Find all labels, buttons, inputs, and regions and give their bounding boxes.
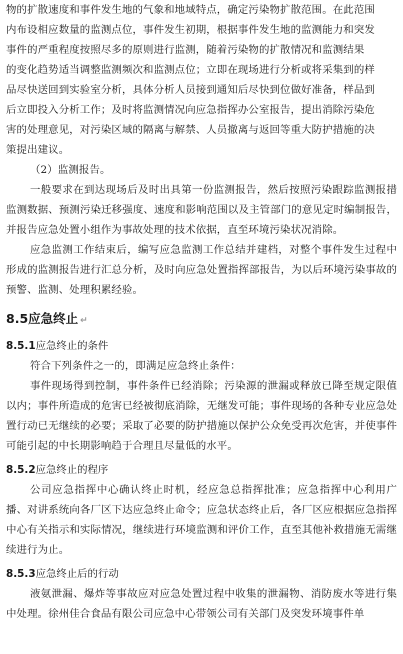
text-line: 物的扩散速度和事件发生地的气象和地域特点，确定污染物扩散范围。在此范围 <box>6 4 375 16</box>
text-line: 事件的严重程度按照尽多的原则进行监测，随着污染物的扩散情况和监测结果 <box>6 44 365 56</box>
subsection-title: 应急终止的条件 <box>35 340 109 352</box>
post-termination-paragraph: 液氨泄漏、爆炸等事故应对应急处置过程中收集的泄漏物、消防废水等进行集中处理。徐州佳合食品有限公司应急中心带领公司有关部门及突发环境事件单 <box>6 588 397 620</box>
section-heading-8-5 <box>6 308 397 332</box>
subsection-number: 8.5.2 <box>6 464 36 476</box>
subsection-heading-8-5-3 <box>6 564 397 584</box>
subsection-heading-8-5-1 <box>6 336 397 356</box>
monitoring-report-heading: （2）监测报告。 <box>30 164 111 176</box>
paragraph-mark-icon: ↵ <box>80 316 88 326</box>
subsection-title: 应急终止的程序 <box>35 464 109 476</box>
text-line: 内布设相应数量的监测点位，事件发生初期，根据事件发生地的监测能力和突发 <box>6 24 375 36</box>
text-line: 品尽快送回到实验室分析，具体分析人员接到通知后尽快到位做好准备，样品到 <box>6 84 375 96</box>
monitoring-report-paragraph: 一般要求在到达现场后及时出具第一份监测报告，然后按照污染跟踪监测报措监测数据、预测污染迁移强度、速度和影响范围以及主管部门的意见定时编制报告，并报告应急处置小组作为事故处理的技术依据，直至环境污染状况消除。 <box>6 184 397 236</box>
section-number: 8.5 <box>6 311 29 326</box>
subsection-number: 8.5.3 <box>6 568 36 580</box>
text-line: 后立即投入分析工作；及时将监测情况向应急指挥办公室报告，提出消除污染危 <box>6 104 375 116</box>
subsection-heading-8-5-2 <box>6 460 397 480</box>
termination-conditions-lead: 符合下列条件之一的，即满足应急终止条件： <box>30 360 241 372</box>
section-title: 应急终止 <box>28 311 79 326</box>
text-line: 策提出建议。 <box>6 144 70 156</box>
subsection-number: 8.5.1 <box>6 340 36 352</box>
subsection-title: 应急终止后的行动 <box>35 568 119 580</box>
monitoring-summary-paragraph: 应急监测工作结束后，编写应急监测工作总结并建档，对整个事件发生过程中形成的监测报告进行汇总分析，及时向应急处置指挥部报告，为以后环境污染事故的预警、监测、处理积累经验。 <box>6 244 397 296</box>
termination-conditions-paragraph: 事件现场得到控制，事件条件已经消除；污染源的泄漏或释放已降至规定限值以内；事件所造成的危害已经被彻底消除，无继发可能；事件现场的各种专业应急处置行动已无继续的必要；采取了必要的防护措施以保护公众免受再次危害，并使事件可能引起的中长期影响趋于合理且尽量低的水平。 <box>6 380 397 452</box>
text-line: 害的处理意见，对污染区域的隔离与解禁、人员撤离与返回等重大防护措施的决 <box>6 124 375 136</box>
intro-paragraph <box>6 0 397 160</box>
termination-procedure-paragraph: 公司应急指挥中心确认终止时机，经应急总指挥批准；应急指挥中心利用广播、对讲系统向各厂区下达应急终止命令；应急状态终止后，各厂区应根据应急指挥中心有关指示和实际情况，继续进行环境监测和评价工作，直至其他补救措施无需继续进行为止。 <box>6 484 397 556</box>
text-line: 的变化趋势适当调整监测频次和监测点位；立即在现场进行分析或将采集到的样 <box>6 64 375 76</box>
